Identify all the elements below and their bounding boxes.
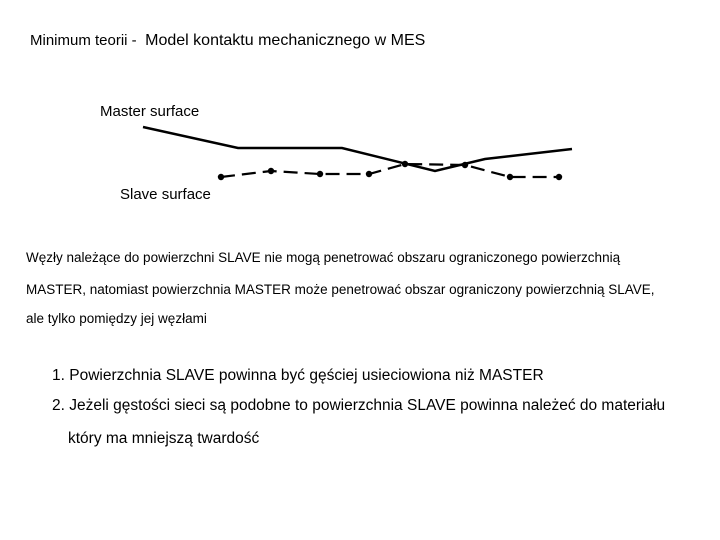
slave-node [556,174,562,180]
master-surface-line [143,127,572,171]
list-item-1: 1. Powierzchnia SLAVE powinna być gęściej usieciowiona niż MASTER [52,367,544,384]
slave-node [402,161,408,167]
master-surface-label: Master surface [100,103,200,120]
contact-diagram [0,90,720,220]
title-main: Model kontaktu mechanicznego w MES [145,32,426,49]
slide-title [30,32,425,50]
paragraph-line-1: Węzły należące do powierzchni SLAVE nie mogą penetrować obszaru ograniczonego powierzchnią [26,250,621,265]
slave-node [462,162,468,168]
slave-node [507,174,513,180]
slave-node [218,174,224,180]
list-item-2-continuation: który ma mniejszą twardość [68,430,260,447]
slave-node [317,171,323,177]
paragraph-line-3: ale tylko pomiędzy jej węzłami [26,311,207,326]
list-item-2: 2. Jeżeli gęstości sieci są podobne to powierzchnia SLAVE powinna należeć do materiału [52,397,666,414]
slave-node [366,171,372,177]
title-prefix: Minimum teorii - [30,32,137,49]
slave-node [268,168,274,174]
slave-surface-label: Slave surface [120,186,211,203]
paragraph-line-2: MASTER, natomiast powierzchnia MASTER może penetrować obszar ograniczony powierzchnią SLAVE, [26,282,655,297]
